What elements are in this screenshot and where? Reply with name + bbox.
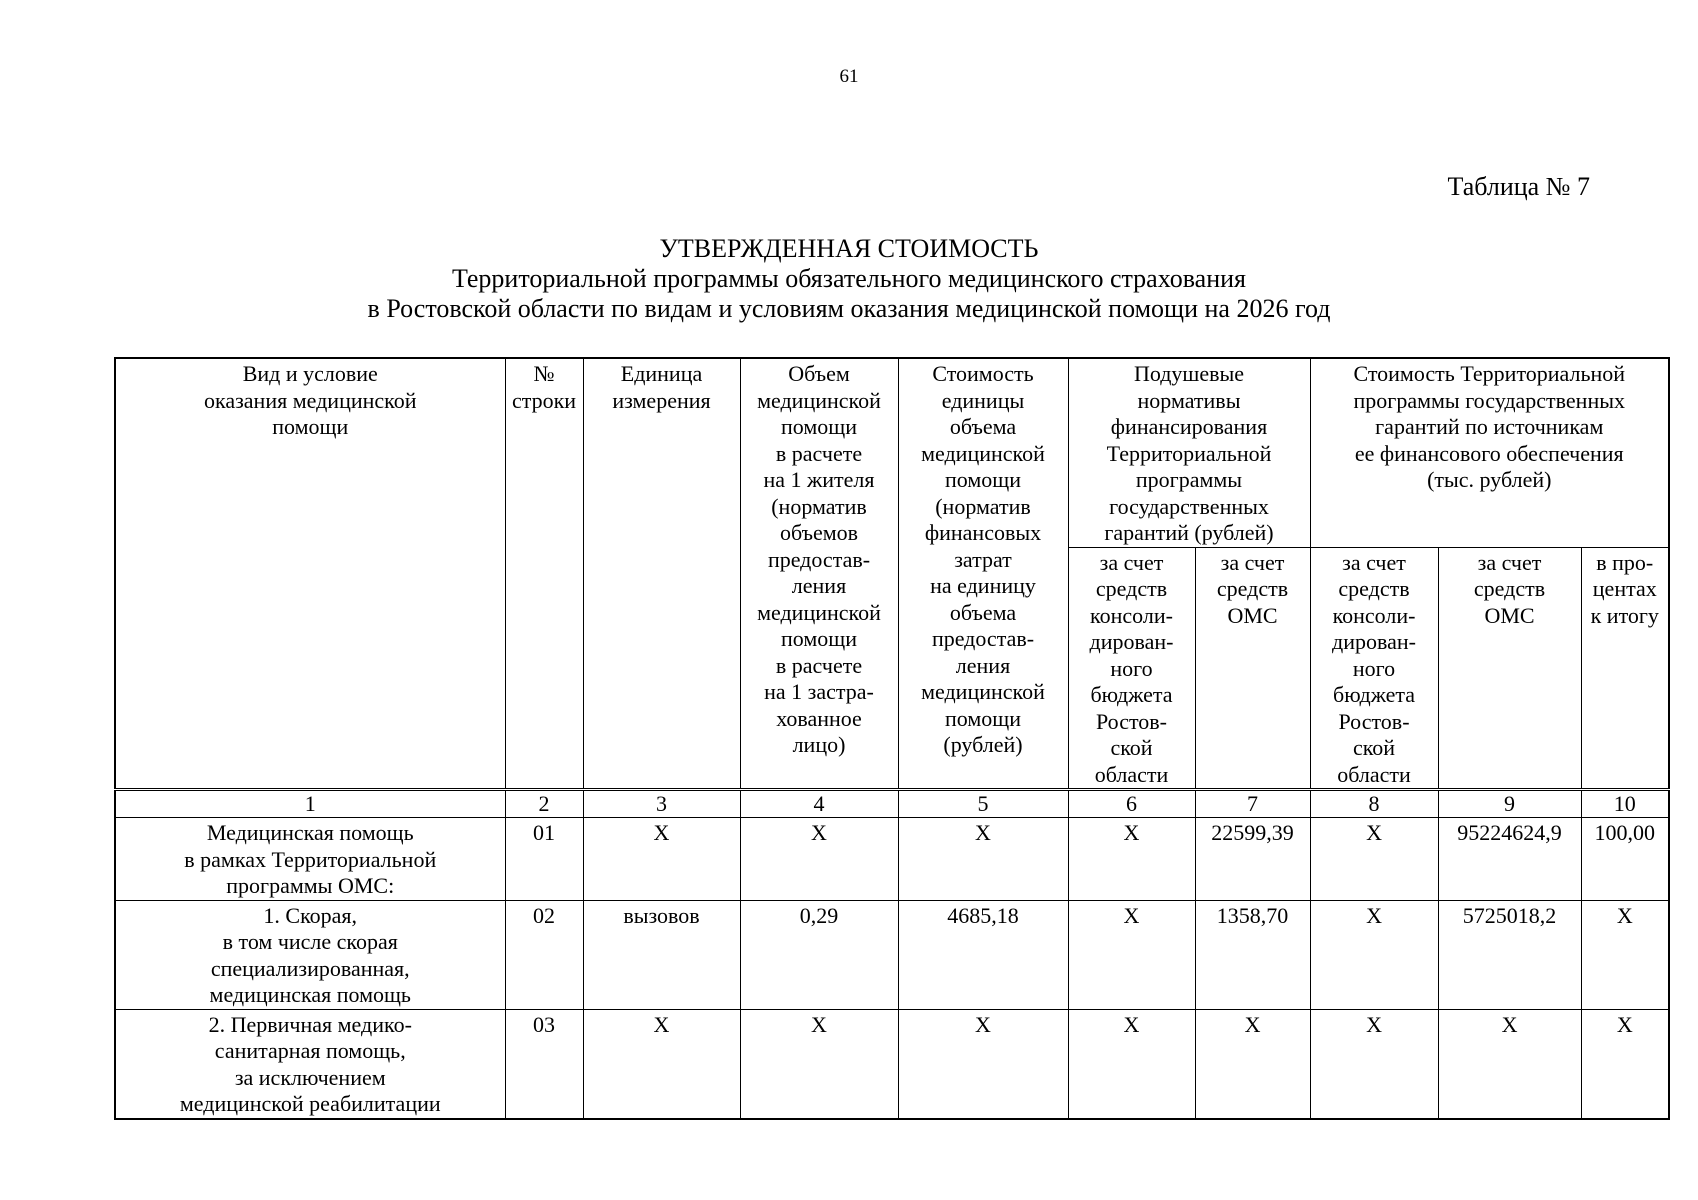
cell-line: средств	[1216, 576, 1289, 601]
cell-line: программы государственных	[1353, 387, 1626, 413]
header-cell	[583, 358, 740, 790]
cell-line: финансовых	[924, 520, 1042, 545]
cell-line: оказания медицинской	[203, 387, 417, 413]
cell-line: консоли-	[1332, 602, 1416, 628]
table-cell: 5725018,2	[1438, 900, 1581, 1009]
cell-line: за счет	[1477, 549, 1542, 575]
header-group-per-capita	[1068, 358, 1310, 547]
cell-line: хованное	[776, 705, 862, 731]
cell-line: Медицинская помощь	[206, 820, 414, 845]
table-cell: вызовов	[583, 900, 740, 1009]
cell-line: санитарная помощь,	[214, 1038, 406, 1063]
table-cell: 22599,39	[1195, 818, 1310, 901]
cell-line: ской	[1352, 735, 1396, 760]
cell-line: помощи	[781, 626, 857, 651]
table-label: Таблица № 7	[1447, 172, 1590, 201]
title-line-2: Территориальной программы обязательного медицинского страхования	[452, 264, 1246, 293]
cell-line: Ростов-	[1338, 708, 1410, 734]
cell-line: бюджета	[1333, 682, 1416, 707]
cell-line: ного	[1352, 655, 1396, 681]
cell-line: медицинской реабилитации	[179, 1091, 441, 1116]
cell-line: медицинская помощь	[209, 982, 411, 1007]
cell-line: ее финансового обеспечения	[1354, 440, 1624, 466]
page-number: 61	[839, 66, 859, 87]
column-number: 3	[583, 790, 740, 818]
cell-line: за счет	[1099, 549, 1164, 575]
cell-line: центах	[1592, 576, 1657, 601]
cell-line: помощи	[272, 414, 349, 439]
table-cell: 4685,18	[898, 900, 1068, 1009]
table-row	[115, 900, 1669, 1009]
cell-line: в расчете	[775, 652, 863, 678]
table-cell: X	[1310, 818, 1438, 901]
column-number: 1	[115, 790, 505, 818]
column-number: 5	[898, 790, 1068, 818]
cell-line: Единица	[620, 361, 703, 386]
table-cell: X	[1068, 900, 1195, 1009]
table-cell: 0,29	[740, 900, 898, 1009]
cell-line: средств	[1338, 576, 1410, 601]
cell-line: Стоимость	[932, 361, 1034, 386]
header-cell	[1438, 547, 1581, 790]
table-cell: X	[1438, 1009, 1581, 1119]
cell-line: медицинской	[921, 679, 1045, 704]
table-cell: X	[740, 1009, 898, 1119]
table-cell: X	[1310, 900, 1438, 1009]
cell-line: программы	[1135, 467, 1243, 492]
column-number: 4	[740, 790, 898, 818]
cell-line: на 1 жителя	[763, 467, 875, 492]
cell-line: объема	[949, 599, 1017, 625]
column-number: 6	[1068, 790, 1195, 818]
cell-line: средств	[1095, 576, 1168, 601]
cell-line: ления	[791, 573, 847, 598]
table-cell: X	[583, 1009, 740, 1119]
table-cell: 1358,70	[1195, 900, 1310, 1009]
table-cell: X	[583, 818, 740, 901]
cell-line: Подушевые	[1133, 361, 1245, 386]
cell-line: Вид и условие	[242, 361, 378, 386]
table-cell: X	[898, 818, 1068, 901]
cell-line: в про-	[1596, 549, 1654, 575]
header-cell	[1310, 547, 1438, 790]
table-cell: 100,00	[1581, 818, 1669, 901]
cell-line: дирован-	[1332, 629, 1416, 654]
cell-line: к итогу	[1590, 602, 1659, 628]
cell-line: Объем	[788, 361, 850, 386]
cell-line: объема	[949, 414, 1017, 439]
cell-line: №	[533, 361, 555, 386]
cell-line: ОМС	[1227, 602, 1278, 628]
cell-line: предостав-	[931, 626, 1035, 651]
cell-line: Стоимость Территориальной	[1353, 361, 1626, 386]
cell-line: в рамках Территориальной	[184, 846, 437, 872]
cell-line: финансирования	[1110, 414, 1268, 439]
cell-line: помощи	[945, 467, 1021, 492]
table-cell: 03	[505, 1009, 583, 1119]
title-line-3: в Ростовской области по видам и условиям оказания медицинской помощи на 2026 год	[367, 294, 1331, 323]
table-cell: X	[898, 1009, 1068, 1119]
cell-line: измерения	[612, 387, 711, 413]
document-title	[0, 234, 1698, 324]
cell-line: ОМС	[1484, 602, 1535, 628]
header-cell	[898, 358, 1068, 790]
cell-line: затрат	[954, 546, 1012, 572]
row-name	[115, 818, 505, 901]
cell-line: на 1 застра-	[764, 679, 874, 704]
header-cell	[115, 358, 505, 790]
cell-line: средств	[1473, 576, 1546, 601]
header-row-top	[115, 358, 1669, 547]
cell-line: области	[1094, 761, 1169, 787]
cell-line: 2. Первичная медико-	[208, 1011, 412, 1037]
header-cell	[1195, 547, 1310, 790]
cell-line: дирован-	[1089, 629, 1174, 654]
cell-line: ного	[1110, 655, 1153, 681]
cell-line: гарантий (рублей)	[1104, 520, 1274, 545]
header-cell	[740, 358, 898, 790]
column-number: 9	[1438, 790, 1581, 818]
table-cell: X	[1310, 1009, 1438, 1119]
column-number: 2	[505, 790, 583, 818]
cell-line: бюджета	[1090, 682, 1173, 707]
cell-line: области	[1337, 761, 1411, 787]
table-cell: X	[1581, 900, 1669, 1009]
cell-line: Ростов-	[1095, 708, 1168, 734]
cell-line: консоли-	[1090, 602, 1173, 628]
cell-line: строки	[511, 387, 577, 413]
cell-line: (норматив	[935, 493, 1031, 519]
cell-line: объемов	[779, 520, 859, 545]
table-cell: X	[1068, 818, 1195, 901]
cell-line: (норматив	[771, 493, 867, 519]
table-cell: X	[1068, 1009, 1195, 1119]
cell-line: в расчете	[775, 440, 863, 466]
table-cell: X	[740, 818, 898, 901]
table-row	[115, 1009, 1669, 1119]
cell-line: программы ОМС:	[226, 873, 395, 898]
cell-line: специализированная,	[210, 955, 410, 981]
cell-line: за счет	[1342, 549, 1406, 575]
cell-line: лицо)	[792, 732, 846, 757]
cell-line: 1. Скорая,	[263, 902, 358, 928]
cell-line: помощи	[945, 705, 1021, 731]
cell-line: гарантий по источникам	[1375, 414, 1604, 439]
cell-line: медицинской	[757, 599, 881, 625]
header-cell	[1068, 547, 1195, 790]
table-row	[115, 818, 1669, 901]
cell-line: (тыс. рублей)	[1427, 467, 1552, 492]
column-number-row	[115, 790, 1669, 818]
cell-line: предостав-	[767, 546, 871, 572]
table-cell: 01	[505, 818, 583, 901]
cell-line: нормативы	[1137, 387, 1241, 413]
column-number: 10	[1581, 790, 1669, 818]
cell-line: за исключением	[234, 1064, 386, 1090]
row-name	[115, 900, 505, 1009]
table-cell: X	[1581, 1009, 1669, 1119]
title-line-1: УТВЕРЖДЕННАЯ СТОИМОСТЬ	[659, 234, 1039, 263]
cost-table	[114, 357, 1670, 1120]
cell-line: на единицу	[930, 573, 1036, 598]
cell-line: помощи	[781, 414, 857, 439]
cell-line: медицинской	[757, 387, 881, 413]
cell-line: ления	[955, 652, 1011, 678]
cell-line: медицинской	[921, 440, 1045, 466]
table-cell: 95224624,9	[1438, 818, 1581, 901]
cell-line: Территориальной	[1106, 440, 1272, 466]
table-cell: 02	[505, 900, 583, 1009]
cell-line: за счет	[1220, 549, 1285, 575]
table-cell: X	[1195, 1009, 1310, 1119]
cell-line: ской	[1110, 735, 1153, 760]
column-number: 7	[1195, 790, 1310, 818]
header-cell	[1581, 547, 1669, 790]
header-cell	[505, 358, 583, 790]
column-number: 8	[1310, 790, 1438, 818]
cell-line: государственных	[1109, 493, 1269, 519]
cell-line: (рублей)	[943, 732, 1023, 757]
cell-line: в том числе скорая	[222, 929, 398, 954]
header-group-cost	[1310, 358, 1669, 547]
row-name	[115, 1009, 505, 1119]
cell-line: единицы	[941, 387, 1025, 413]
